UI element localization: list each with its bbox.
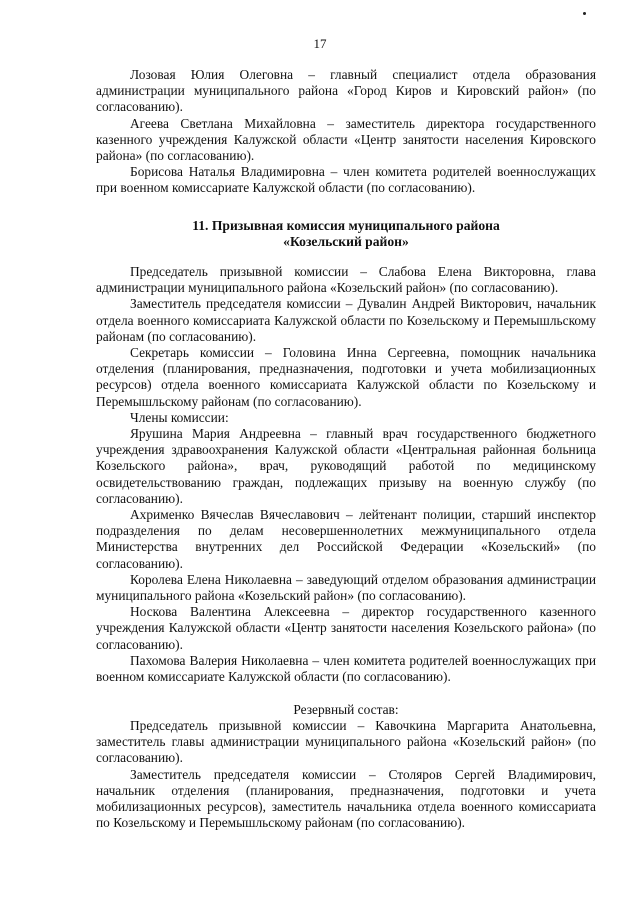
paragraph-deputy: Заместитель председателя комиссии – Дувалин Андрей Викторович, начальник отдела военного комиссариата Калужской области по Козельскому и Перемышльскому районам (по согласованию). [96,296,596,344]
paragraph-ageeva: Агеева Светлана Михайловна – заместитель директора государственного казенного учреждения Калужской области «Центр занятости населения Кировского района» (по согласованию). [96,115,596,164]
reserve-composition [96,718,596,831]
section-heading [96,218,596,250]
paragraph-member-akhrimenko: Ахрименко Вячеслав Вячеславович – лейтенант полиции, старший инспектор подразделения по делам несовершеннолетних межмуниципального отдела Министерства внутренних дел Российской Федерации «Козельский» (по согласованию). [96,507,596,571]
paragraph-lozovaya: Лозовая Юлия Олеговна – главный специалист отдела образования администрации муниципального района «Город Киров и Кировский район» (по согласованию). [96,67,596,115]
paragraph-borisova: Борисова Наталья Владимировна – член комитета родителей военнослужащих при военном комиссариате Калужской области (по согласованию). [96,164,596,196]
section-heading-line-2: «Козельский район» [283,234,409,250]
commission-composition [96,264,596,685]
paragraph-member-noskova: Носкова Валентина Алексеевна – директор государственного казенного учреждения Калужской области «Центр занятости населения Козельского района» (по согласованию). [96,604,596,652]
paragraph-member-pakhomova: Пахомова Валерия Николаевна – член комитета родителей военнослужащих при военном комиссариате Калужской области (по согласованию). [96,652,596,685]
paragraph-chairman: Председатель призывной комиссии – Слабова Елена Викторовна, глава администрации муниципального района «Козельский район» (по согласованию). [96,264,596,296]
reserve-title: Резервный состав: [293,702,399,717]
paragraph-member-koroleva: Королева Елена Николаевна – заведующий отделом образования администрации муниципального района «Козельский район» (по согласованию). [96,571,596,604]
paragraph-secretary: Секретарь комиссии – Головина Инна Сергеевна, помощник начальника отделения (планирования, предназначения, подготовки и учета мобилизационных ресурсов) отдела военного комиссариата Калужской области по Козельскому и Перемышльскому районам (по согласованию). [96,345,596,409]
paragraph-reserve-chairman: Председатель призывной комиссии – Кавочкина Маргарита Анатольевна, заместитель главы администрации муниципального района «Козельский район» (по согласованию). [96,718,596,766]
page-number: 17 [313,36,327,51]
scan-artifact-dot [583,12,586,15]
top-member-list [96,67,596,197]
section-heading-line-1: 11. Призывная комиссия муниципального района [192,218,500,233]
paragraph-reserve-deputy: Заместитель председателя комиссии – Столяров Сергей Владимирович, начальник отделения (планирования, предназначения, подготовки и учета мобилизационных ресурсов), заместитель начальника отдела военного комиссариата по Козельскому и Перемышльскому районам (по согласованию). [96,766,596,831]
members-label: Члены комиссии: [130,409,229,425]
paragraph-member-yarushina: Ярушина Мария Андреевна – главный врач государственного бюджетного учреждения здравоохранения Калужской области «Центральная районная больница Козельского района», врач, руководящий работой по медицинскому освидетельствованию граждан, подлежащих призыву на военную службу (по согласованию). [96,426,596,506]
